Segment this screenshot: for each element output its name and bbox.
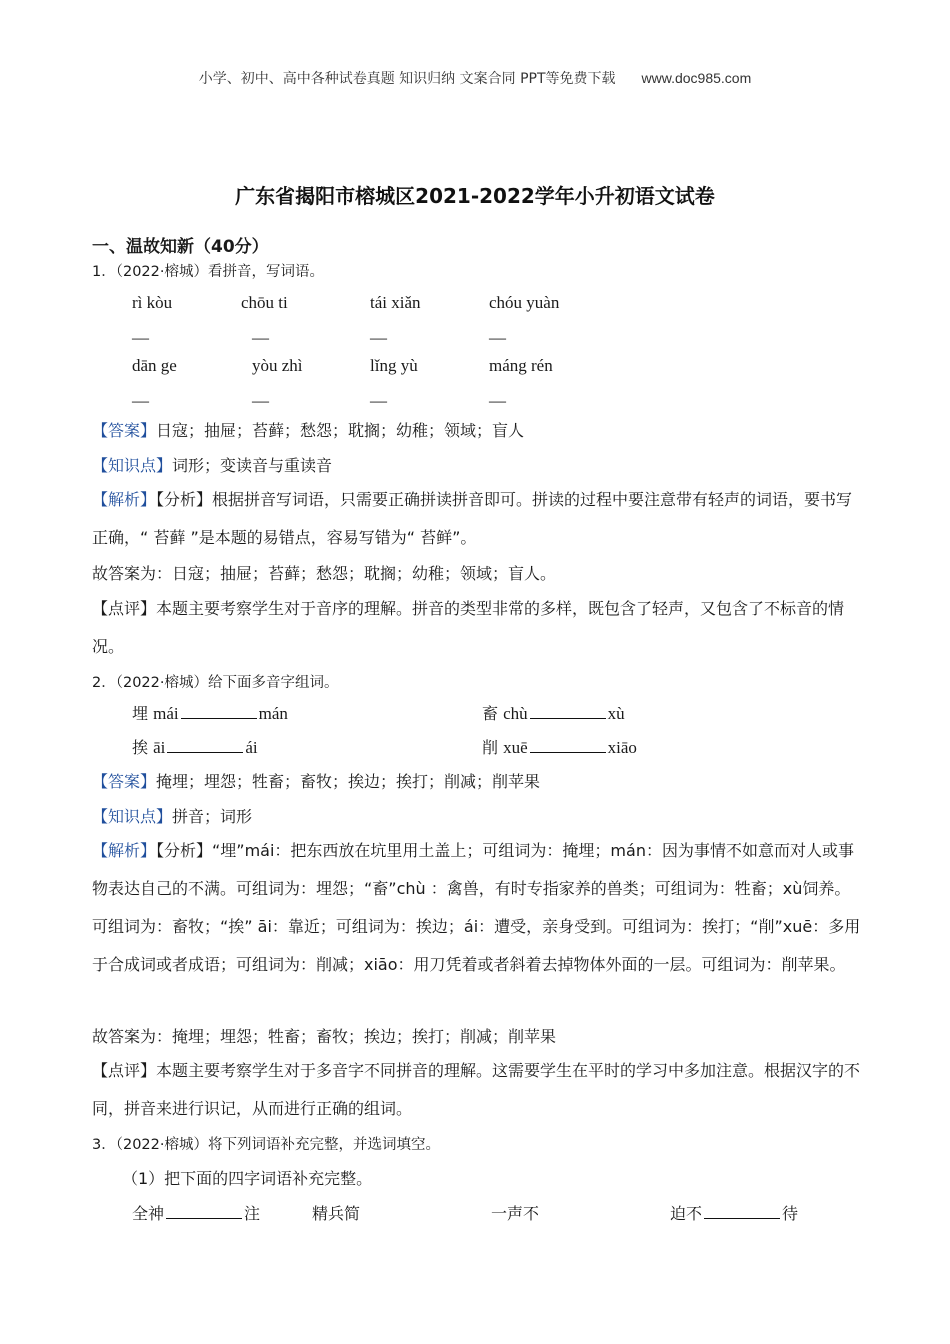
- q1-blank-1[interactable]: —: [132, 328, 149, 347]
- page-header: [0, 68, 950, 88]
- q2-stem: 2．（2022·榕城）给下面多音字组词。: [92, 675, 339, 691]
- q3-blank[interactable]: [704, 1204, 780, 1219]
- q1-blank-7[interactable]: —: [370, 391, 387, 410]
- analysis-text: 【分析】“埋”mái：把东西放在坑里用土盖上；可组词为：掩埋；mán：因为事情不如意而对人或事物表达自己的不满。可组词为：埋怨；“畜”chù ：禽兽，有时专指家养的兽类；可组词为：牲畜；xù饲养。可组词为：畜牧；“挨” āi：靠近；可组词为：挨边；ái：遭受，亲身受到。可组词为：挨打；“削”xuē：多用于合成词或者成语；可组词为：削减；xiāo：用刀凭着或者斜着去掉物体外面的一层。可组词为：削苹果。: [92, 841, 861, 974]
- q3-sub1: （1）把下面的四字词语补充完整。: [122, 1169, 373, 1188]
- q1-pinyin-3: tái xiǎn: [370, 293, 421, 312]
- q2-knowledge: [92, 798, 252, 836]
- answer-text: 日寇；抽屉；苔藓；愁怨；耽搁；幼稚；领域；盲人: [156, 421, 525, 440]
- q3-word-prefix: 迫不: [670, 1204, 703, 1223]
- q2-analysis: [92, 832, 862, 984]
- q3-stem: 3．（2022·榕城）将下列词语补充完整，并选词填空。: [92, 1137, 440, 1153]
- analysis-label: 【解析】: [92, 490, 157, 509]
- comment-text: 本题主要考察学生对于音序的理解。拼音的类型非常的多样，既包含了轻声，又包含了不标音的情况。: [92, 599, 845, 656]
- q3-word-3: 一声不: [491, 1204, 540, 1223]
- knowledge-text: 词形；变读音与重读音: [172, 456, 333, 475]
- q2-pinyin-b: ái: [245, 738, 258, 757]
- q2-pinyin-a: āi: [153, 738, 166, 757]
- q1-pinyin-8: máng rén: [489, 356, 553, 375]
- q1-pinyin-6: yòu zhì: [252, 356, 303, 375]
- analysis-label: 【解析】: [92, 841, 157, 860]
- header-site[interactable]: www.doc985.com: [641, 70, 752, 86]
- q1-knowledge: [92, 447, 332, 485]
- q2-char: 埋: [132, 704, 149, 723]
- q2-pinyin-a: mái: [153, 704, 179, 723]
- comment-label: 【点评】: [92, 1061, 157, 1080]
- comment-text: 本题主要考察学生对于多音字不同拼音的理解。这需要学生在平时的学习中多加注意。根据汉字的不同，拼音来进行识记，从而进行正确的组词。: [92, 1061, 861, 1118]
- q2-blank[interactable]: [167, 738, 243, 753]
- knowledge-label: 【知识点】: [92, 807, 173, 826]
- q2-char: 削: [482, 738, 499, 757]
- comment-label: 【点评】: [92, 599, 157, 618]
- q2-blank[interactable]: [530, 738, 606, 753]
- section-heading: 一、温故知新（40分）: [92, 237, 269, 257]
- q1-blank-2[interactable]: —: [252, 328, 269, 347]
- q2-pinyin-a: xuē: [503, 738, 528, 757]
- q2-item-1: [132, 695, 292, 733]
- q2-comment: [92, 1052, 862, 1128]
- q3-word-2: 精兵简: [312, 1204, 361, 1223]
- answer-label: 【答案】: [92, 421, 157, 440]
- q1-blank-8[interactable]: —: [489, 391, 506, 410]
- q2-pinyin-b: xù: [607, 704, 625, 723]
- q1-blank-5[interactable]: —: [132, 391, 149, 410]
- q2-blank[interactable]: [530, 704, 606, 719]
- q1-pinyin-7: lǐng yù: [370, 356, 418, 375]
- q1-blank-3[interactable]: —: [370, 328, 387, 347]
- q1-stem: 1．（2022·榕城）看拼音，写词语。: [92, 264, 324, 280]
- q2-answer: [92, 763, 540, 801]
- q3-word-suffix: 待: [782, 1204, 799, 1223]
- q1-blank-6[interactable]: —: [252, 391, 269, 410]
- q1-pinyin-5: dān ge: [132, 356, 177, 375]
- q2-char: 畜: [482, 704, 499, 723]
- knowledge-text: 拼音；词形: [172, 807, 253, 826]
- knowledge-label: 【知识点】: [92, 456, 173, 475]
- q3-word-1: [132, 1195, 260, 1233]
- q1-final: 故答案为：日寇；抽屉；苔藓；愁怨；耽搁；幼稚；领域；盲人。: [92, 564, 557, 583]
- q2-char: 挨: [132, 738, 149, 757]
- q2-item-4: [482, 729, 637, 767]
- page-title: 广东省揭阳市榕城区2021-2022学年小升初语文试卷: [235, 184, 715, 208]
- q3-word-suffix: 注: [244, 1204, 261, 1223]
- q1-pinyin-4: chóu yuàn: [489, 293, 560, 312]
- answer-text: 掩埋；埋怨；牲畜；畜牧；挨边；挨打；削减；削苹果: [156, 772, 541, 791]
- q1-pinyin-1: rì kòu: [132, 293, 173, 312]
- q1-comment: [92, 590, 862, 666]
- q1-answer: [92, 412, 524, 450]
- q3-blank[interactable]: [166, 1204, 242, 1219]
- q2-final: 故答案为：掩埋；埋怨；牲畜；畜牧；挨边；挨打；削减；削苹果: [92, 1027, 557, 1046]
- q2-blank[interactable]: [181, 704, 257, 719]
- q3-word-prefix: 全神: [132, 1204, 165, 1223]
- analysis-text: 【分析】根据拼音写词语，只需要正确拼读拼音即可。拼读的过程中要注意带有轻声的词语，要书写正确，“ 苔藓 ”是本题的易错点，容易写错为“ 苔鲜”。: [92, 490, 853, 547]
- q2-item-2: [482, 695, 625, 733]
- answer-label: 【答案】: [92, 772, 157, 791]
- q3-word-4: [670, 1195, 798, 1233]
- q1-pinyin-2: chōu ti: [241, 293, 288, 312]
- q2-item-3: [132, 729, 258, 767]
- q2-pinyin-b: mán: [258, 704, 288, 723]
- q2-pinyin-a: chù: [503, 704, 528, 723]
- q1-analysis: [92, 481, 862, 557]
- q1-blank-4[interactable]: —: [489, 328, 506, 347]
- header-text: 小学、初中、高中各种试卷真题 知识归纳 文案合同 PPT等免费下载: [198, 71, 616, 87]
- q2-pinyin-b: xiāo: [607, 738, 637, 757]
